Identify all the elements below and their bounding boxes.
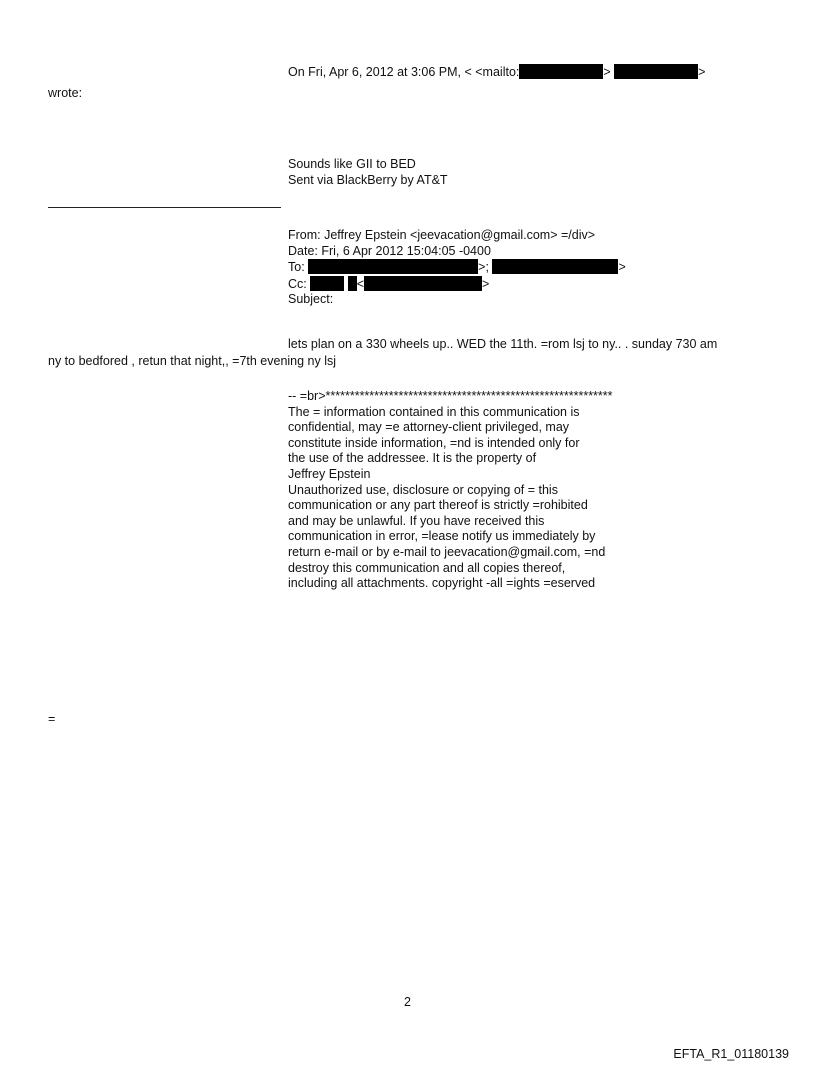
redacted-email-1 (519, 64, 603, 79)
disclaimer-line: including all attachments. copyright -all =ights =eserved (288, 576, 596, 591)
redacted-name-1 (614, 64, 698, 79)
redacted-to-1 (308, 259, 478, 274)
reply-header-line (288, 64, 705, 81)
divider-rule (48, 207, 281, 208)
header-from: From: Jeffrey Epstein <jeevacation@gmail.com> =/div> (288, 228, 596, 242)
disclaimer-line: destroy this communication and all copies thereof, (288, 560, 566, 575)
trailing-equals: = (48, 712, 56, 726)
reply-header-sep2: > (698, 65, 706, 79)
header-date: Date: Fri, 6 Apr 2012 15:04:05 -0400 (288, 243, 491, 258)
reply-header-prefix: On Fri, Apr 6, 2012 at 3:06 PM, < <mailto: (288, 65, 520, 79)
redacted-cc-3 (364, 276, 482, 291)
redacted-cc-2 (348, 276, 357, 291)
header-cc (288, 276, 626, 293)
header-subject: Subject: (288, 292, 334, 307)
document-id: EFTA_R1_01180139 (673, 1047, 789, 1061)
forwarded-headers (288, 228, 626, 308)
reply-signature-line: Sent via BlackBerry by AT&T (288, 173, 448, 187)
page-number: 2 (404, 995, 411, 1009)
disclaimer-line: the use of the addressee. It is the property of (288, 451, 537, 466)
disclaimer-block (288, 389, 613, 592)
disclaimer-line: and may be unlawful. If you have received this (288, 513, 545, 528)
disclaimer-line: The = information contained in this communication is (288, 404, 580, 419)
header-cc-lt: < (356, 276, 365, 291)
header-to-sep2: > (618, 260, 626, 275)
disclaimer-line: Unauthorized use, disclosure or copying of = this (288, 482, 558, 497)
disclaimer-line: communication in error, =lease notify us immediately by (288, 529, 596, 544)
disclaimer-line: communication or any part thereof is strictly =rohibited (288, 498, 588, 513)
disclaimer-line: Jeffrey Epstein (288, 466, 371, 481)
reply-text-line-1: Sounds like GII to BED (288, 157, 416, 171)
disclaimer-separator: -- =br>*********************************************************** (288, 389, 613, 403)
disclaimer-line: confidential, may =e attorney-client privileged, may (288, 420, 570, 435)
header-cc-label: Cc: (288, 276, 307, 291)
redacted-to-2 (492, 259, 618, 274)
header-cc-gt: > (482, 276, 490, 291)
header-to (288, 259, 626, 276)
body-line-2: ny to bedfored , retun that night,, =7th evening ny lsj (48, 354, 337, 368)
redacted-cc-1 (310, 276, 344, 291)
disclaimer-line: return e-mail or by e-mail to jeevacation@gmail.com, =nd (288, 544, 606, 559)
header-to-sep1: >; (478, 260, 489, 275)
body-line-1: lets plan on a 330 wheels up.. WED the 11th. =rom lsj to ny.. . sunday 730 am (288, 337, 718, 351)
reply-header-sep1: > (603, 65, 611, 79)
reply-header-wrote: wrote: (48, 86, 83, 100)
disclaimer-line: constitute inside information, =nd is intended only for (288, 435, 580, 450)
header-to-label: To: (288, 260, 305, 275)
